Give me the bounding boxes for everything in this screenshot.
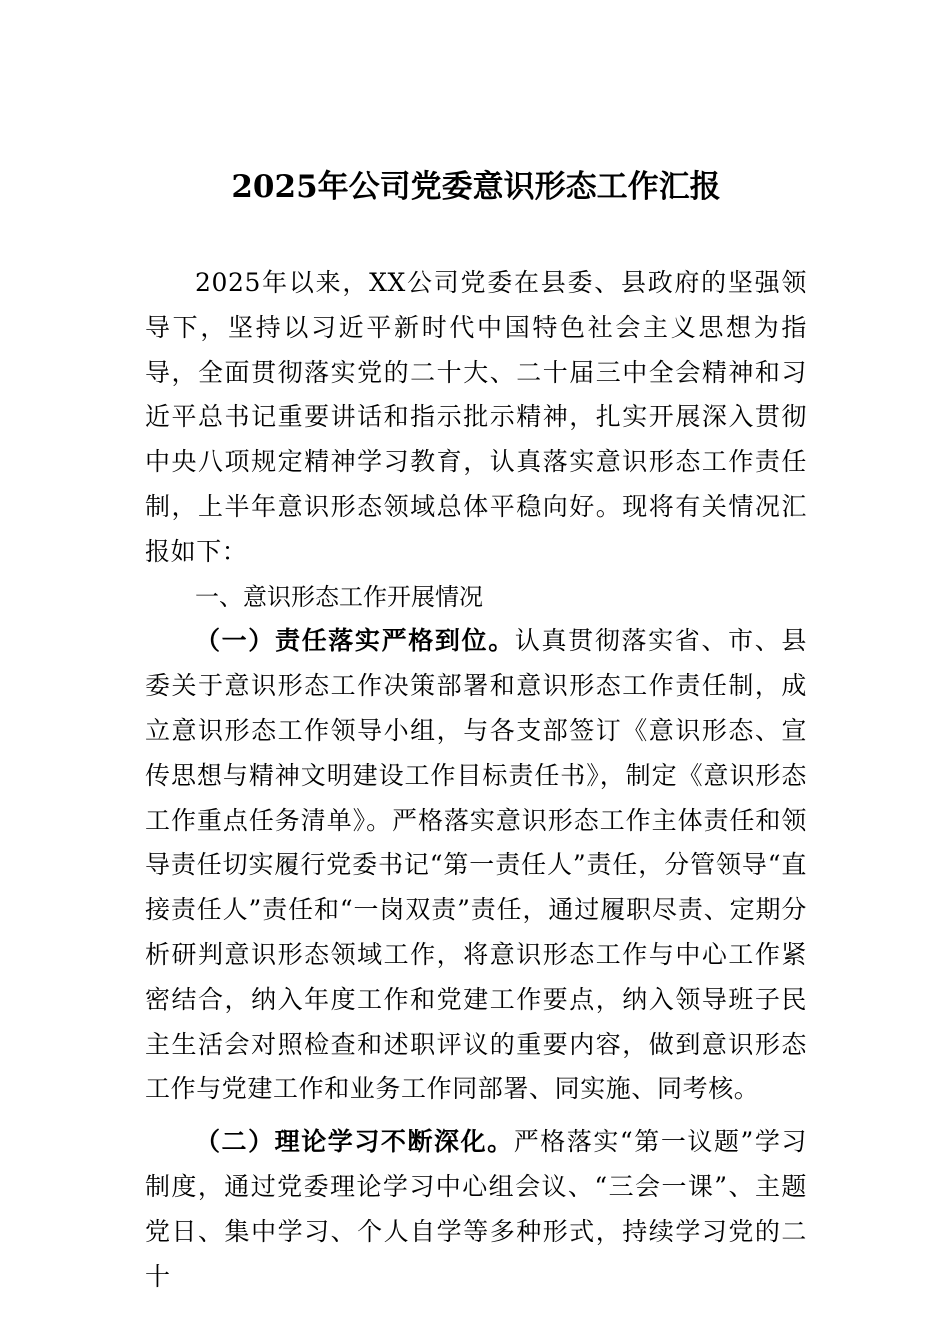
item-1-text: 认真贯彻落实省、市、县委关于意识形态工作决策部署和意识形态工作责任制，成立意识形态工作领导小组，与各支部签订《意识形态、宣传思想与精神文明建设工作目标责任书》，制定《意识形态工作重点任务清单》。严格落实意识形态工作主体责任和领导责任切实履行党委书记“第一责任人”责任，分管领导“直接责任人”责任和“一岗双责”责任，通过履职尽责、定期分析研判意识形态领域工作，将意识形态工作与中心工作紧密结合，纳入年度工作和党建工作要点，纳入领导班子民主生活会对照检查和述职评议的重要内容，做到意识形态工作与党建工作和业务工作同部署、同实施、同考核。 [145, 626, 808, 1104]
document-page [145, 160, 807, 1299]
intro-paragraph: 2025年以来，XX公司党委在县委、县政府的坚强领导下，坚持以习近平新时代中国特色社会主义思想为指导，全面贯彻落实党的二十大、二十届三中全会精神和习近平总书记重要讲话和指示批示精神，扎实开展深入贯彻中央八项规定精神学习教育，认真落实意识形态工作责任制，上半年意识形态领域总体平稳向好。现将有关情况汇报如下： [145, 268, 807, 566]
item-2-lead: （二）理论学习不断深化。 [195, 1127, 514, 1157]
item-2-text: 严格落实“第一议题”学习制度，通过党委理论学习中心组会议、“三会一课”、主题党日、集中学习、个人自学等多种形式，持续学习党的二十 [145, 1127, 808, 1291]
section-heading: 一、意识形态工作开展情况 [195, 582, 483, 611]
document-title: 2025年公司党委意识形态工作汇报 [231, 169, 721, 205]
document-body [145, 261, 807, 1299]
item-1-paragraph [145, 619, 807, 1112]
item-2-paragraph [145, 1120, 807, 1299]
item-1-lead: （一）责任落实严格到位。 [195, 626, 515, 656]
